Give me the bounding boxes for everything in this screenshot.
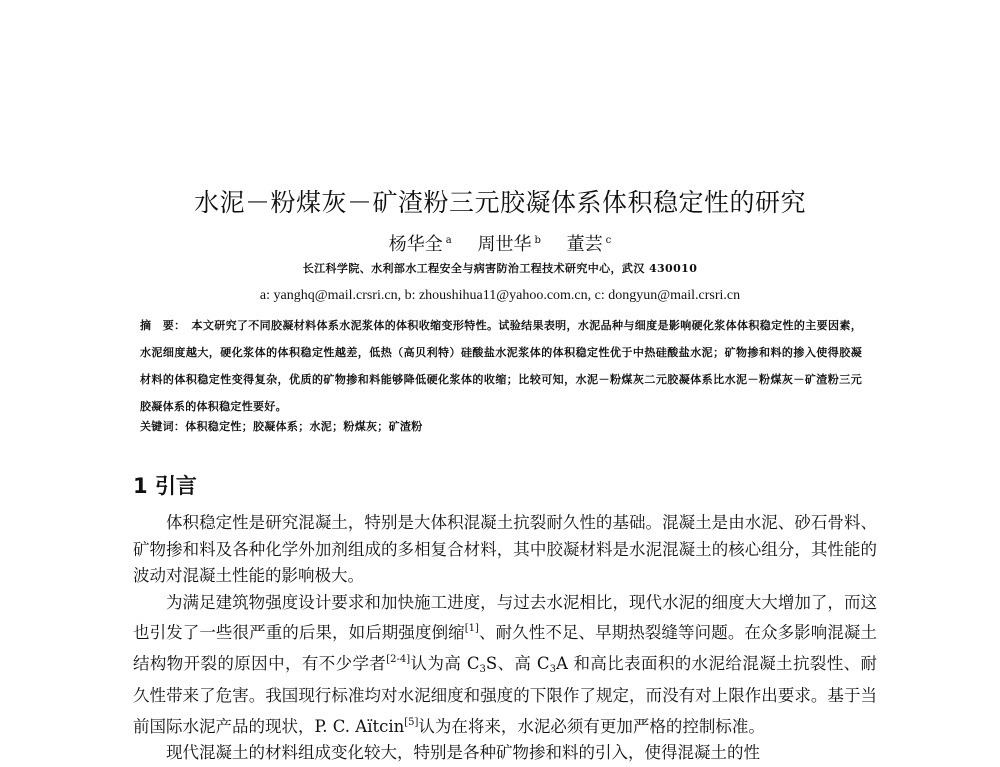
section-heading xyxy=(133,470,197,500)
citation: [1] xyxy=(464,623,479,634)
abstract-label: 摘 要： xyxy=(140,319,186,332)
abstract xyxy=(140,312,862,420)
author-list xyxy=(0,230,1000,256)
keywords-text: 体积稳定性；胶凝体系；水泥；粉煤灰；矿渣粉 xyxy=(185,420,423,433)
citation: [2-4] xyxy=(386,653,411,665)
author: 杨华全 $^a$ xyxy=(388,234,452,255)
citation: [5] xyxy=(404,716,419,728)
paragraph: 为满足建筑物强度设计要求和加快施工进度，与过去水泥相比，现代水泥的细度大大增加了，而这也引发了一些很严重的后果，如后期强度倒缩[1]、耐久性不足、早期热裂缝等问题。在众多影响混凝土结构物开裂的原因中，有不少学者[2-4]认为高 $C_3S$、高 $C_3A$ 和高比表面积的水泥给混凝土抗裂性、耐久性带来了危害。我国现行标准均对水泥细度和强度的下限作了规定，而没有对上限作出要求。基于当前国际水泥产品的现状，P. C. Aïtcin[5]认为在将来，水泥必须有更加严格的控制标准。 xyxy=(133,592,878,736)
paper-title: 水泥－粉煤灰－矿渣粉三元胶凝体系体积稳定性的研究 xyxy=(193,188,806,217)
abstract-text: 本文研究了不同胶凝材料体系水泥浆体的体积收缩变形特性。试验结果表明，水泥品种与细度是影响硬化浆体体积稳定性的主要因素，水泥细度越大，硬化浆体的体积稳定性越差，低热（高贝利特）硅酸盐水泥浆体的体积稳定性优于中热硅酸盐水泥；矿物掺和料的掺入使得胶凝材料的体积稳定性变得复杂，优质的矿物掺和料能够降低硬化浆体的收缩；比较可知，水泥－粉煤灰二元胶凝体系比水泥－粉煤灰－矿渣粉三元胶凝体系的体积稳定性要好。 xyxy=(140,319,862,413)
author: 董芸 $^c$ xyxy=(566,234,612,255)
affiliation: 长江科学院、水利部水工程安全与病害防治工程技术研究中心，武汉 430010 xyxy=(302,262,698,275)
body-text xyxy=(133,510,877,767)
section-title: 引言 xyxy=(154,474,197,498)
paragraph: 体积稳定性是研究混凝土，特别是大体积混凝土抗裂耐久性的基础。混凝土是由水泥、砂石骨料、矿物掺和料及各种化学外加剂组成的多相复合材料，其中胶凝材料是水泥混凝土的核心组分，其性能的波动对混凝土性能的影响极大。 xyxy=(133,513,877,585)
author: 周世华 $^b$ xyxy=(477,234,541,255)
author-emails: a: yanghq@mail.crsri.cn, b: zhoushihua11@yahoo.com.cn, c: dongyun@mail.crsri.cn xyxy=(259,288,741,303)
keywords xyxy=(140,418,862,434)
section-number: 1 xyxy=(133,474,148,498)
keywords-label: 关键词： xyxy=(140,420,186,433)
paragraph: 现代混凝土的材料组成变化较大，特别是各种矿物掺和料的引入，使得混凝土的性 xyxy=(166,743,760,762)
